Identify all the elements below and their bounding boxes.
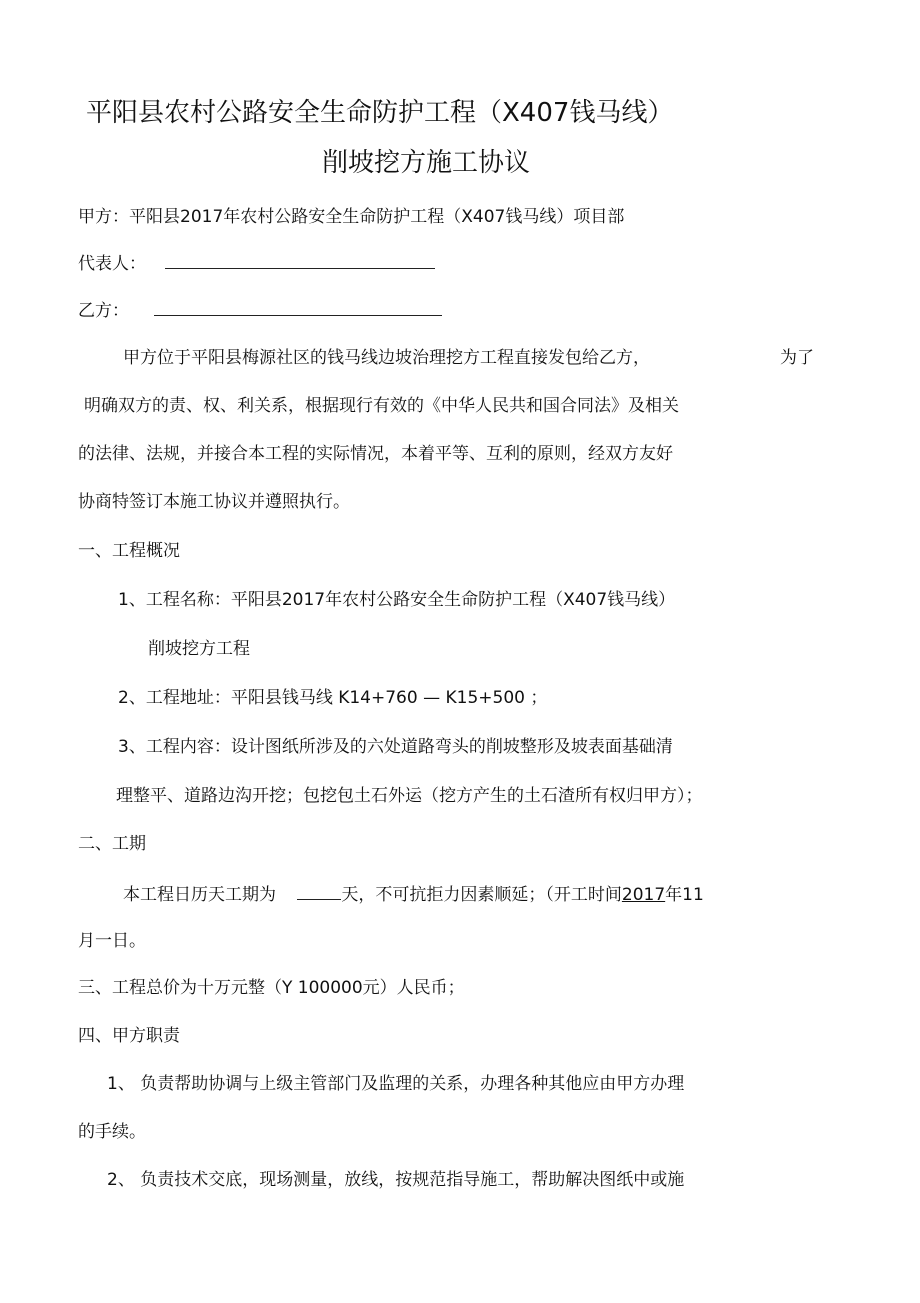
section2-text-c: 年11 [665, 885, 704, 905]
section3-text: 三、工程总价为十万元整（Y 100000元）人民币； [78, 978, 465, 998]
section4-item1a: 1、 负责帮助协调与上级主管部门及监理的关系，办理各种其他应由甲方办理 [107, 1074, 685, 1094]
intro-line-3: 的法律、法规，并接合本工程的实际情况，本着平等、互利的原则，经双方友好 [78, 444, 673, 464]
section1-item1a: 1、工程名称：平阳县2017年农村公路安全生命防护工程（X407钱马线） [118, 590, 676, 610]
representative-label: 代表人： [78, 254, 146, 274]
section1-item2: 2、工程地址：平阳县钱马线 K14+760 — K15+500 ； [118, 688, 548, 708]
section4-heading: 四、甲方职责 [78, 1026, 180, 1046]
representative-line [78, 250, 435, 276]
section2-text-b: 天，不可抗拒力因素顺延；（开工时间 [341, 885, 622, 905]
intro-line-1b: 为了 [780, 348, 814, 368]
section2-heading: 二、工期 [78, 834, 146, 854]
section1-item1b: 削坡挖方工程 [148, 639, 250, 659]
intro-line-4: 协商特签订本施工协议并遵照执行。 [78, 492, 350, 512]
party-b-line [78, 297, 442, 323]
section4-item2a: 2、 负责技术交底，现场测量，放线，按规范指导施工，帮助解决图纸中或施 [107, 1170, 685, 1190]
section2-text-d: 月一日。 [78, 931, 146, 951]
intro-line-2: 明确双方的责、权、利关系，根据现行有效的《中华人民共和国合同法》及相关 [84, 396, 679, 416]
representative-blank [165, 250, 435, 269]
party-b-blank [154, 297, 442, 316]
title-line-2: 削坡挖方施工协议 [322, 148, 531, 178]
party-a-line: 甲方：平阳县2017年农村公路安全生命防护工程（X407钱马线）项目部 [78, 207, 625, 227]
intro-line-1a: 甲方位于平阳县梅源社区的钱马线边坡治理挖方工程直接发包给乙方， [123, 348, 650, 368]
section1-heading: 一、工程概况 [78, 541, 180, 561]
section4-item1b: 的手续。 [78, 1122, 146, 1142]
section2-year: 2017 [621, 885, 666, 905]
section2-text-line [123, 881, 704, 907]
title-line-1: 平阳县农村公路安全生命防护工程（X407钱马线） [86, 98, 674, 128]
party-b-label: 乙方： [78, 301, 129, 321]
section1-item3a: 3、工程内容：设计图纸所涉及的六处道路弯头的削坡整形及坡表面基础清 [118, 737, 673, 757]
section1-item3b: 理整平、道路边沟开挖；包挖包土石外运（挖方产生的土石渣所有权归甲方）； [116, 786, 703, 806]
duration-blank [297, 881, 341, 900]
section2-text-a: 本工程日历天工期为 [123, 885, 276, 905]
